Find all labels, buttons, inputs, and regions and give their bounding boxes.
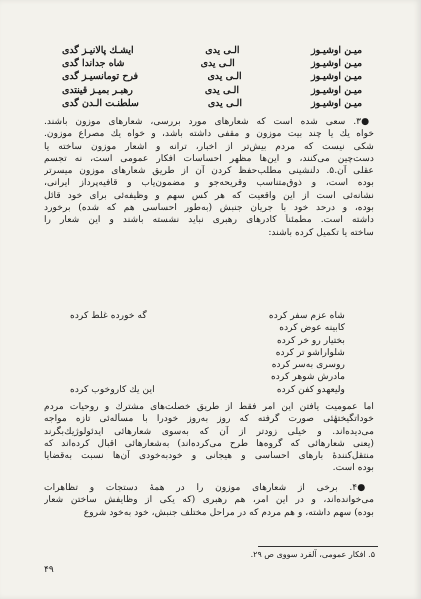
text-line: شکی نیست که مردم بیش‌تر از اخبار، ترانه و اشعار موزون ساخته یا (44, 140, 374, 152)
slogan-line (70, 359, 345, 371)
page-number: ۴۹ (44, 565, 54, 575)
slogan-list (70, 310, 345, 396)
text-line: ساخته یا تکمیل کرده باشند: (268, 226, 374, 238)
verse-block (62, 44, 362, 110)
paragraph-4 (44, 482, 374, 519)
verse-part-left: ایشـك پالانیـز گدی (62, 45, 134, 56)
footnote-divider (258, 546, 378, 547)
slogan-right: ولیعهدو کفن کرده (276, 383, 345, 395)
slogan-right: شاه عزم سفر کرده (268, 310, 345, 321)
slogan-right: بختیار رو خر کرده (276, 334, 345, 346)
verse-part-mid: الـی یدی (207, 71, 242, 83)
paragraph-3 (44, 116, 374, 239)
verse-part-right: میـن اوشیـوز (311, 58, 362, 70)
verse-part-left: شاه جداندا گدی (62, 58, 125, 70)
slogan-line (70, 347, 345, 359)
slogan-right: کابینه عوض کرده (279, 322, 345, 334)
text-line: ●۴. برخی از شعارهای موزون را در همهٔ دستجات و تظاهرات (44, 482, 374, 493)
slogan-right: شلواراشو تر کرده (275, 346, 345, 358)
slogan-right: مادرش شوهر کرده (270, 371, 345, 383)
text-line: بوده است، و ذوق‌متناسب وقریحه‌جو و مضمون‌یاب و قافیه‌پرداز ایرانی، (44, 177, 374, 189)
verse-part-mid: الـی یدی (200, 58, 235, 70)
slogan-right: روسری به‌سر کرده (271, 359, 345, 371)
text-line: اما عمومیت یافتن این امر فقط از طریق خصلت‌های مشترك و روحیات مردم (44, 401, 374, 412)
slogan-left: گه خورده غلط کرده (70, 310, 147, 321)
verse-part-left: رهبـر بمیـز قینتدی (62, 84, 133, 96)
verse-line (62, 97, 362, 110)
text-line: (یعنی شعارهائی که گروه‌ها طرح می‌کرده‌اند) به‌شعارهائی اقبال کرده‌اند که (44, 437, 374, 449)
slogan-line (70, 322, 345, 334)
text-line: داشته است. مطمئناً کادرهای رهبری نباید نشسته باشند و این شعار را (44, 214, 374, 226)
text-line: نشانه‌ئی است از این واقعیت که هر کس سهم و وظیفه‌ئی برای خود قائل (44, 189, 374, 201)
text-line: منتقل‌کنندهٔ بارهای احساسی و هیجانی و خودبه‌خودی آن‌ها نسبت به‌قضایا (44, 450, 374, 462)
verse-line (62, 84, 362, 97)
slogan-line (70, 310, 345, 322)
text-line: می‌خوانده‌اند، و در این امر، هم رهبری (که یکی از وظایفش ساختن شعار (44, 494, 374, 506)
verse-part-left: فرح تومانسیـز گدی (62, 71, 139, 83)
verse-part-right: میـن اوشیـوز (311, 71, 362, 83)
verse-line (62, 44, 362, 57)
text-line: بوده، و درحد خود با جریان جنبش (به‌طور احساسی هم که شده) برخورد (44, 202, 374, 214)
verse-part-mid: الـی یدی (207, 97, 242, 109)
verse-part-mid: الـی یدی (205, 45, 240, 56)
text-line: خوداتگیختهٔئی صورت گرفته که روز به‌روز خودرا با مسأله‌ئی تازه مواجه (44, 413, 374, 425)
text-line: بوده است. (332, 462, 374, 474)
verse-part-right: میـن اوشیـوز (311, 45, 362, 56)
text-line: بوده) سهم داشته، و هم مردم که در مراحل مختلف جنبش، خود به‌خود شروع (83, 506, 374, 518)
slogan-left: این یك کاروخوب کرده (70, 383, 155, 395)
text-line: ●۳. سعی شده است که شعارهای مورد بررسی، شعارهای موزون باشند. (44, 116, 374, 127)
text-line: دست‌چین می‌کنند، و این‌ها مظهر احساسات افکار عمومی است، نه تجسم (44, 152, 374, 164)
slogan-line (70, 335, 345, 347)
verse-part-left: سلطنـت الـدن گدی (62, 97, 139, 109)
verse-part-right: میـن اوشیـوز (311, 84, 362, 96)
text-line: خواه یك یا چند بیت موزون و مقفی داشته باشد، و خواه یك مصراع موزون. (44, 128, 374, 140)
verse-line (62, 70, 362, 83)
verse-line (62, 57, 362, 70)
footnote: ۵. افکار عمومی، آلفرد سووی ص ۲۹. (250, 550, 375, 559)
paragraph-3-continued (44, 401, 374, 475)
verse-part-right: میـن اوشیـوز (311, 97, 362, 109)
slogan-line (70, 371, 345, 383)
verse-part-mid: الـی یدی (204, 84, 239, 96)
text-line: عقلی آن.۵. دلنشینی مطلب‌حفظ کردن آن از طریق شعارهای موزون میسرتر (44, 165, 374, 177)
text-line: می‌دیده‌اند. و خیلی زودتر از آن که به‌سوی شعارهائی ایدئولوژیك‌بگرند (44, 425, 374, 437)
slogan-line (70, 384, 345, 396)
